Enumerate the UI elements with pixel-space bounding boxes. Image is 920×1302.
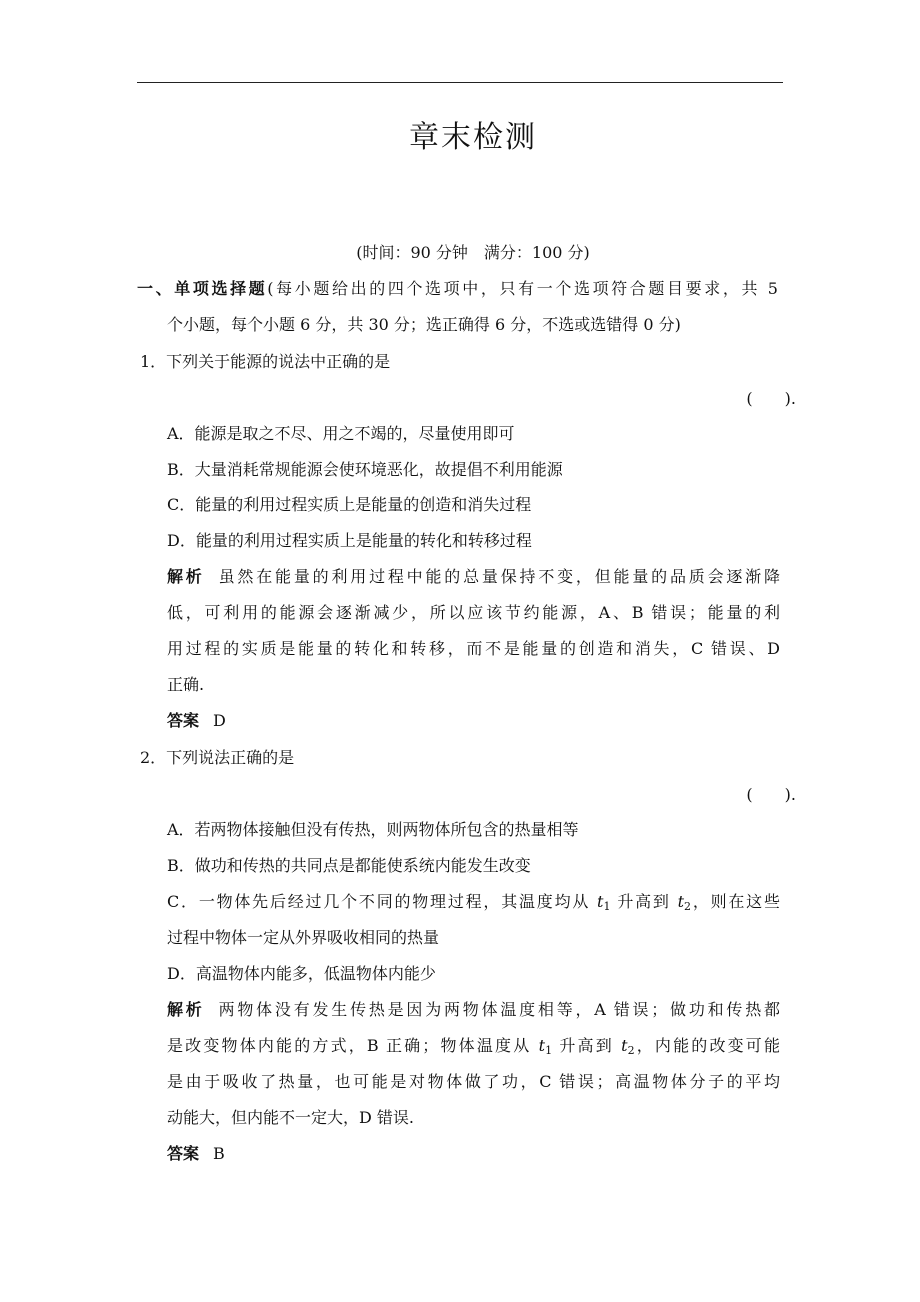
q2-option-c-line1: C．一物体先后经过几个不同的物理过程，其温度均从 $t_1$ 升高到 $t_2$，则在这些 xyxy=(167,892,780,913)
q2-answer-label: 答案 xyxy=(167,1144,200,1163)
q1-analysis-line1: 解析 虽然在能量的利用过程中能的总量保持不变，但能量的品质会逐渐降 xyxy=(167,567,780,586)
q2-answer-blank: ( ). xyxy=(746,785,796,804)
q1-option-a: A．能源是取之不尽、用之不竭的，尽量使用即可 xyxy=(167,424,515,443)
q2-answer-line xyxy=(167,1144,225,1164)
section-heading-line1 xyxy=(137,279,778,299)
q2-option-c-line2: 过程中物体一定从外界吸收相同的热量 xyxy=(167,928,440,947)
q2-stem: 2．下列说法正确的是 xyxy=(140,748,295,767)
q2-option-b: B．做功和传热的共同点是都能使系统内能发生改变 xyxy=(167,856,531,875)
q2-analysis-label: 解析 xyxy=(167,1000,205,1019)
exam-meta: (时间：90 分钟 满分：100 分) xyxy=(356,243,590,262)
q1-option-d: D．能量的利用过程实质上是能量的转化和转移过程 xyxy=(167,531,532,550)
q2-analysis-line1: 解析 两物体没有发生传热是因为两物体温度相等，A 错误；做功和传热都 xyxy=(167,1000,780,1019)
q1-analysis-line3: 用过程的实质是能量的转化和转移，而不是能量的创造和消失，C 错误、D xyxy=(167,639,780,658)
q2-analysis-line3: 是由于吸收了热量，也可能是对物体做了功，C 错误；高温物体分子的平均 xyxy=(167,1072,780,1091)
q1-option-c: C．能量的利用过程实质上是能量的创造和消失过程 xyxy=(167,495,532,514)
q1-option-b: B．大量消耗常规能源会使环境恶化，故提倡不利用能源 xyxy=(167,460,563,479)
page-title: 章末检测 xyxy=(409,120,537,155)
header-rule xyxy=(137,82,783,83)
q1-analysis-line4: 正确. xyxy=(167,675,205,694)
q1-answer-line xyxy=(167,711,226,731)
q1-analysis-line2: 低，可利用的能源会逐渐减少，所以应该节约能源，A、B 错误；能量的利 xyxy=(167,603,780,622)
section-note-line2: 个小题，每个小题 6 分，共 30 分；选正确得 6 分，不选或选错得 0 分) xyxy=(167,315,681,334)
q1-answer: D xyxy=(213,711,226,730)
q2-option-d: D．高温物体内能多，低温物体内能少 xyxy=(167,964,436,983)
q1-analysis-label: 解析 xyxy=(167,567,205,586)
section-note-line1: (每小题给出的四个选项中，只有一个选项符合题目要求，共 5 xyxy=(267,279,778,298)
q2-answer: B xyxy=(213,1144,225,1163)
q1-answer-blank: ( ). xyxy=(746,389,796,408)
section-heading: 一、单项选择题 xyxy=(137,279,268,298)
q2-analysis-line2: 是改变物体内能的方式，B 正确；物体温度从 $t_1$ 升高到 $t_2$，内能的改变可能 xyxy=(167,1036,780,1057)
q2-option-a: A．若两物体接触但没有传热，则两物体所包含的热量相等 xyxy=(167,820,579,839)
q2-analysis-line4: 动能大，但内能不一定大，D 错误. xyxy=(167,1108,415,1127)
q1-stem: 1．下列关于能源的说法中正确的是 xyxy=(140,352,391,371)
q1-answer-label: 答案 xyxy=(167,711,200,730)
